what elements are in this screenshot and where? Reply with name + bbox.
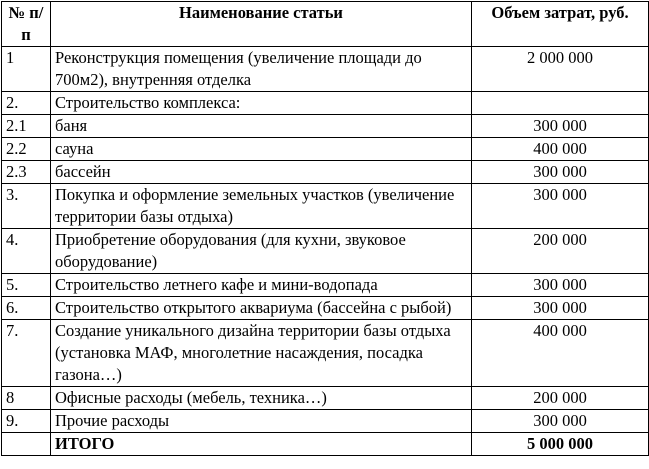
row-name: баня <box>51 115 472 138</box>
total-cost: 5 000 000 <box>472 433 649 456</box>
row-num: 1 <box>2 47 51 92</box>
table-row <box>2 138 649 161</box>
table-row <box>2 184 649 229</box>
table-row <box>2 92 649 115</box>
row-num: 8 <box>2 387 51 410</box>
row-num: 4. <box>2 229 51 274</box>
row-cost: 300 000 <box>472 115 649 138</box>
row-name: Строительство летнего кафе и мини-водопада <box>51 274 472 297</box>
row-cost: 300 000 <box>472 410 649 433</box>
row-num: 2.2 <box>2 138 51 161</box>
table-row <box>2 387 649 410</box>
header-num: № п/п <box>2 2 51 47</box>
row-cost <box>472 92 649 115</box>
table-row <box>2 410 649 433</box>
header-cost: Объем затрат, руб. <box>472 2 649 47</box>
row-name: Офисные расходы (мебель, техника…) <box>51 387 472 410</box>
table-row <box>2 229 649 274</box>
table-row <box>2 320 649 387</box>
row-cost: 400 000 <box>472 320 649 387</box>
row-cost: 400 000 <box>472 138 649 161</box>
row-num: 9. <box>2 410 51 433</box>
row-name: Прочие расходы <box>51 410 472 433</box>
table-row <box>2 115 649 138</box>
total-label: ИТОГО <box>51 433 472 456</box>
row-num: 5. <box>2 274 51 297</box>
row-cost: 200 000 <box>472 387 649 410</box>
row-name: Строительство открытого аквариума (бассейна с рыбой) <box>51 297 472 320</box>
row-cost: 200 000 <box>472 229 649 274</box>
table-row <box>2 47 649 92</box>
row-cost: 300 000 <box>472 161 649 184</box>
row-name: Строительство комплекса: <box>51 92 472 115</box>
row-name: сауна <box>51 138 472 161</box>
total-row <box>2 433 649 456</box>
row-name: Создание уникального дизайна территории базы отдыха (установка МАФ, многолетние насаждения, посадка газона…) <box>51 320 472 387</box>
budget-table <box>1 1 649 456</box>
table-row <box>2 274 649 297</box>
row-cost: 300 000 <box>472 297 649 320</box>
row-num: 6. <box>2 297 51 320</box>
row-num: 3. <box>2 184 51 229</box>
row-num: 7. <box>2 320 51 387</box>
row-num: 2. <box>2 92 51 115</box>
row-num: 2.3 <box>2 161 51 184</box>
row-name: Реконструкция помещения (увеличение площади до 700м2), внутренняя отделка <box>51 47 472 92</box>
row-name: Приобретение оборудования (для кухни, звуковое оборудование) <box>51 229 472 274</box>
table-row <box>2 161 649 184</box>
row-name: Покупка и оформление земельных участков (увеличение территории базы отдыха) <box>51 184 472 229</box>
row-cost: 2 000 000 <box>472 47 649 92</box>
row-num: 2.1 <box>2 115 51 138</box>
total-num <box>2 433 51 456</box>
row-name: бассейн <box>51 161 472 184</box>
table-header-row <box>2 2 649 47</box>
row-cost: 300 000 <box>472 184 649 229</box>
header-name: Наименование статьи <box>51 2 472 47</box>
row-cost: 300 000 <box>472 274 649 297</box>
table-row <box>2 297 649 320</box>
